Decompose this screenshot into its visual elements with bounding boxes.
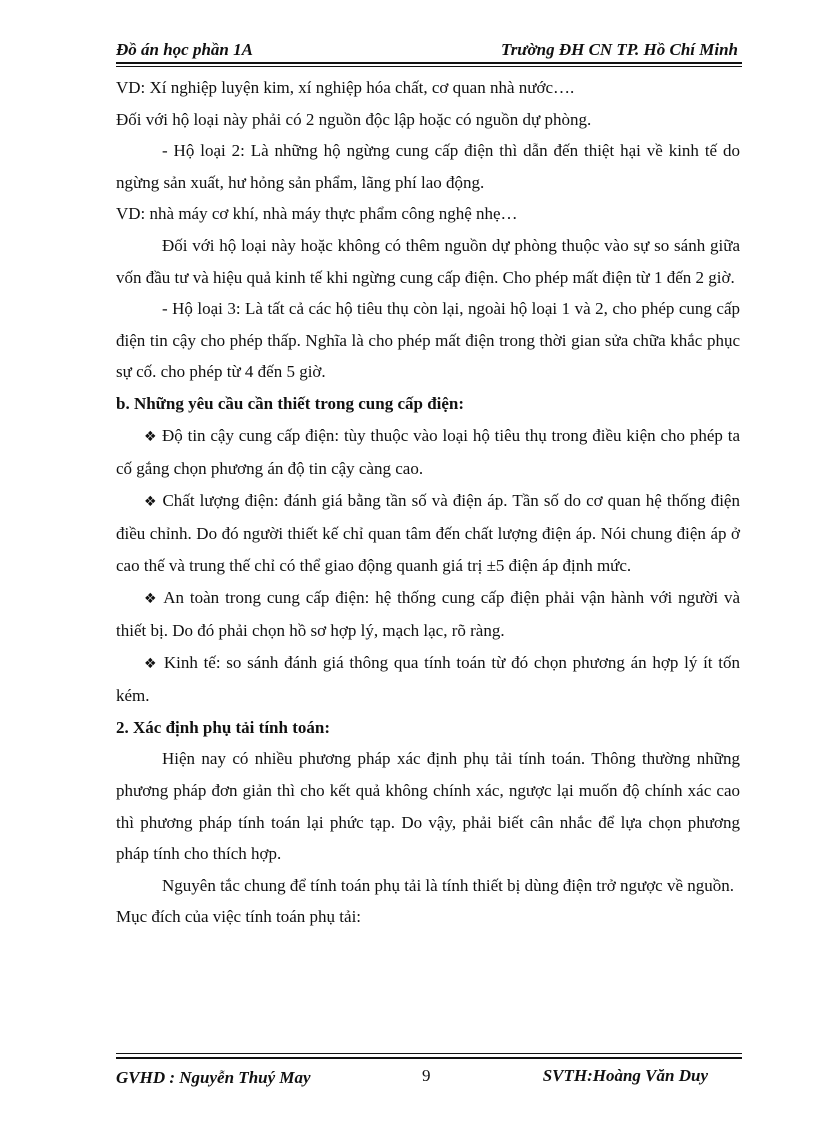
section-heading-load-calculation: 2. Xác định phụ tải tính toán: [116, 717, 330, 737]
diamond-bullet-icon: ❖ [144, 655, 159, 672]
paragraph-type1-requirement: Đối với hộ loại này phải có 2 nguồn độc lập hoặc có nguồn dự phòng. [116, 109, 592, 129]
footer-student: SVTH:Hoàng Văn Duy [542, 1066, 708, 1085]
page-body [116, 72, 740, 933]
bullet-safety [116, 582, 740, 647]
diamond-bullet-icon: ❖ [144, 493, 158, 510]
header-university: Trường ĐH CN TP. Hồ Chí Minh [500, 40, 738, 59]
footer-divider-thin [116, 1053, 742, 1054]
bullet-text: Kinh tế: so sánh đánh giá thông qua tính toán từ đó chọn phương án hợp lý ít tốn kém. [116, 652, 740, 706]
footer-divider [116, 1057, 742, 1059]
diamond-bullet-icon: ❖ [144, 428, 158, 445]
bullet-economy [116, 647, 740, 712]
footer-instructor: GVHD : Nguyễn Thuý May [116, 1068, 311, 1087]
paragraph-methods: Hiện nay có nhiều phương pháp xác định phụ tải tính toán. Thông thường những phương pháp đơn giản thì cho kết quả không chính xác, ngược lại muốn độ chính xác cao thì phương pháp tính toán lại phức tạp. Do vậy, phải biết cân nhắc để lựa chọn phương pháp tính cho thích hợp. [116, 749, 740, 864]
paragraph-purpose: Mục đích của việc tính toán phụ tải: [116, 907, 362, 927]
bullet-quality [116, 485, 740, 582]
paragraph-principle: Nguyên tắc chung để tính toán phụ tải là tính thiết bị dùng điện trở ngược về nguồn. [162, 875, 735, 895]
header-divider [116, 62, 742, 64]
paragraph-type3: - Hộ loại 3: Là tất cả các hộ tiêu thụ còn lại, ngoài hộ loại 1 và 2, cho phép cung cấp điện tin cậy cho phép thấp. Nghĩa là cho phép mất điện trong thời gian sửa chữa khắc phục sự cố. cho phép từ 4 đến 5 giờ. [116, 299, 740, 382]
paragraph-type2-backup: Đối với hộ loại này hoặc không có thêm nguồn dự phòng thuộc vào sự so sánh giữa vốn đầu tư và hiệu quả kinh tế khi ngừng cung cấp điện. Cho phép mất điện từ 1 đến 2 giờ. [116, 235, 740, 287]
paragraph-example-2: VD: nhà máy cơ khí, nhà máy thực phẩm công nghệ nhẹ… [116, 204, 518, 224]
paragraph-example-1: VD: Xí nghiệp luyện kim, xí nghiệp hóa chất, cơ quan nhà nước…. [116, 78, 575, 97]
bullet-text: An toàn trong cung cấp điện: hệ thống cung cấp điện phải vận hành với người và thiết bị. Do đó phải chọn hồ sơ hợp lý, mạch lạc, rõ ràng. [116, 587, 741, 641]
header-divider-thin [116, 66, 742, 67]
diamond-bullet-icon: ❖ [144, 590, 159, 607]
paragraph-type2: - Hộ loại 2: Là những hộ ngừng cung cấp điện thì dẫn đến thiệt hại về kinh tế do ngừng sản xuất, hư hỏng sản phẩm, lãng phí lao động. [116, 141, 740, 192]
page-number: 9 [422, 1066, 431, 1085]
section-heading-requirements: b. Những yêu cầu cần thiết trong cung cấp điện: [116, 393, 465, 413]
bullet-reliability [116, 420, 740, 485]
bullet-text: Độ tin cậy cung cấp điện: tùy thuộc vào loại hộ tiêu thụ trong điều kiện cho phép ta cố gắng chọn phương án độ tin cậy càng cao. [116, 425, 740, 479]
header-course-title: Đồ án học phần 1A [116, 40, 253, 59]
page-header [116, 40, 742, 64]
bullet-text: Chất lượng điện: đánh giá bằng tần số và điện áp. Tần số do cơ quan hệ thống điện điều chỉnh. Do đó người thiết kế chỉ quan tâm đến chất lượng điện áp. Nói chung điện áp ở cao thế và trung thế chỉ có thể giao động quanh giá trị ±5 điện áp định mức. [116, 490, 740, 575]
page-footer [116, 1066, 742, 1090]
